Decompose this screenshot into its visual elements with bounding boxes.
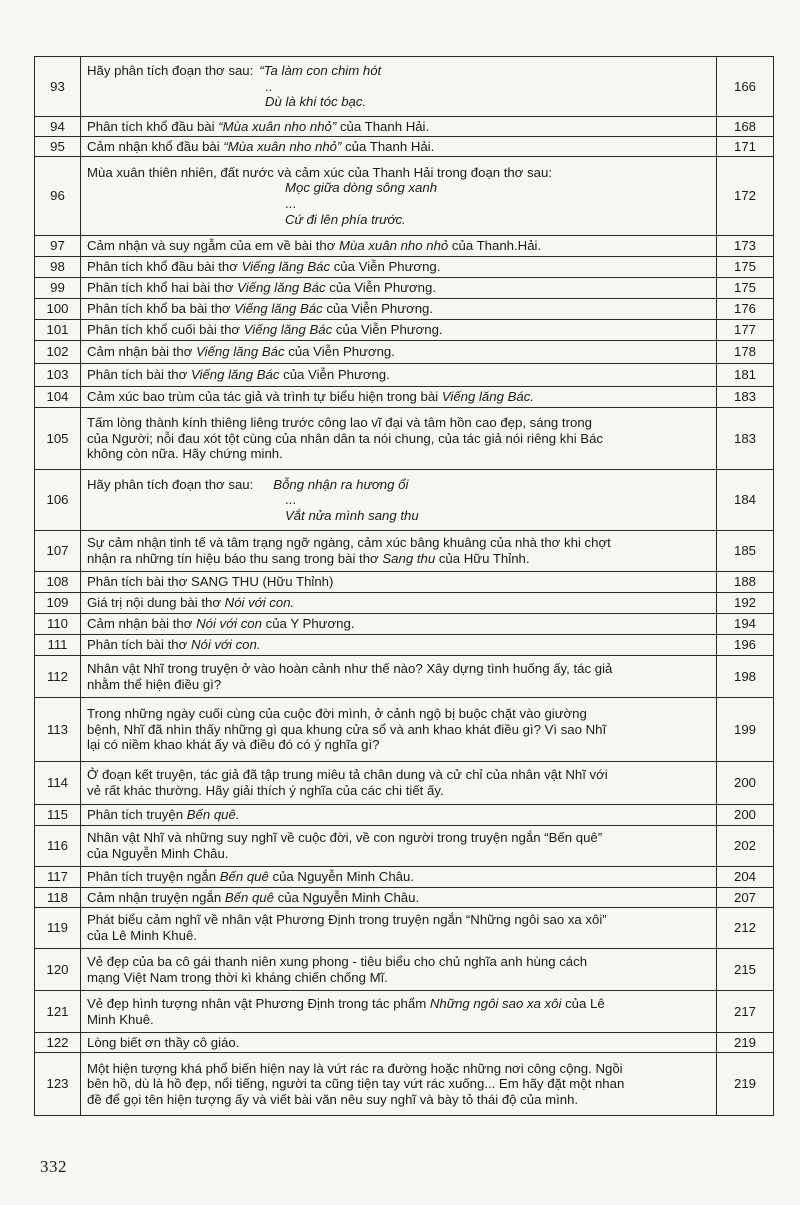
table-row: [35, 656, 774, 698]
table-row: [35, 257, 774, 278]
item-title: Phân tích khổ cuối bài thơ Viếng lăng Bác của Viễn Phương.: [81, 320, 717, 341]
table-row: [35, 572, 774, 593]
item-number: 95: [35, 137, 81, 157]
item-page: 219: [717, 1033, 774, 1053]
item-title: [81, 57, 717, 117]
item-page: 200: [717, 762, 774, 805]
item-number: 119: [35, 908, 81, 949]
item-number: 117: [35, 867, 81, 888]
item-title: Một hiện tượng khá phổ biến hiện nay là vứt rác ra đường hoặc những nơi công cộng. Ngồi bên hồ, dù là hồ đẹp, nổi tiếng, người ta cũng tiện tay vứt rác xuống... Em hãy đặt một nhan đề để gọi tên hiện tượng ấy và viết bài văn nêu suy nghĩ và bày tỏ thái độ của mình.: [81, 1053, 717, 1116]
item-title: Sự cảm nhận tinh tế và tâm trạng ngỡ ngàng, cảm xúc bâng khuâng của nhà thơ khi chợt nhận ra những tín hiệu báo thu sang trong bài thơ Sang thu của Hữu Thỉnh.: [81, 531, 717, 572]
item-number: 94: [35, 117, 81, 137]
item-page: 168: [717, 117, 774, 137]
item-title: Phân tích bài thơ Nói với con.: [81, 635, 717, 656]
item-number: 113: [35, 698, 81, 762]
item-number: 97: [35, 236, 81, 257]
item-number: 122: [35, 1033, 81, 1053]
table-row: [35, 762, 774, 805]
item-page: 175: [717, 257, 774, 278]
item-title: Cảm nhận bài thơ Nói với con của Y Phương.: [81, 614, 717, 635]
item-page: 183: [717, 387, 774, 408]
item-page: 184: [717, 470, 774, 531]
item-title: Ở đoạn kết truyện, tác giả đã tập trung miêu tả chân dung và cử chỉ của nhân vật Nhĩ với vẻ rất khác thường. Hãy giải thích ý nghĩa của các chi tiết ấy.: [81, 762, 717, 805]
item-page: 166: [717, 57, 774, 117]
table-row: [35, 991, 774, 1033]
table-row: [35, 470, 774, 531]
table-row: [35, 698, 774, 762]
item-title: Vẻ đẹp của ba cô gái thanh niên xung phong - tiêu biểu cho chủ nghĩa anh hùng cách mạng Việt Nam trong thời kì kháng chiến chống Mĩ.: [81, 949, 717, 991]
item-title: Phân tích bài thơ SANG THU (Hữu Thỉnh): [81, 572, 717, 593]
table-row: [35, 805, 774, 826]
item-number: 110: [35, 614, 81, 635]
verse-line: Dù là khi tóc bạc.: [265, 94, 367, 110]
item-page: 172: [717, 157, 774, 236]
item-number: 106: [35, 470, 81, 531]
item-text: Mùa xuân thiên nhiên, đất nước và cảm xúc của Thanh Hải trong đoạn thơ sau:: [87, 164, 553, 180]
item-title: Cảm xúc bao trùm của tác giả và trình tự biểu hiện trong bài Viếng lăng Bác.: [81, 387, 717, 408]
item-page: 198: [717, 656, 774, 698]
item-page: 192: [717, 593, 774, 614]
item-number: 118: [35, 888, 81, 908]
verse-line: Cứ đi lên phía trước.: [285, 211, 406, 227]
item-title: Trong những ngày cuối cùng của cuộc đời mình, ở cảnh ngộ bị buộc chặt vào giường bệnh, Nhĩ đã nhìn thấy những gì qua khung cửa sổ và anh khao khát điều gì? Vì sao Nhĩ lại có niềm khao khát ấy và điều đó có ý nghĩa gì?: [81, 698, 717, 762]
item-number: 111: [35, 635, 81, 656]
table-of-contents: [34, 56, 774, 1116]
item-page: 188: [717, 572, 774, 593]
verse-line: Mọc giữa dòng sông xanh: [285, 180, 438, 196]
item-title: Phát biểu cảm nghĩ về nhân vật Phương Định trong truyện ngắn “Những ngôi sao xa xôi” của Lê Minh Khuê.: [81, 908, 717, 949]
ellipsis: ..: [265, 78, 273, 94]
item-number: 120: [35, 949, 81, 991]
item-number: 98: [35, 257, 81, 278]
item-title: Phân tích truyện Bến quê.: [81, 805, 717, 826]
table-row: [35, 236, 774, 257]
item-page: 183: [717, 408, 774, 470]
item-number: 105: [35, 408, 81, 470]
item-page: 217: [717, 991, 774, 1033]
table-row: [35, 57, 774, 117]
item-page: 176: [717, 299, 774, 320]
table-row: [35, 137, 774, 157]
item-title: Phân tích bài thơ Viếng lăng Bác của Viễn Phương.: [81, 364, 717, 387]
table-row: [35, 117, 774, 137]
item-number: 104: [35, 387, 81, 408]
item-title: Nhân vật Nhĩ và những suy nghĩ về cuộc đời, về con người trong truyện ngắn “Bến quê” của Nguyễn Minh Châu.: [81, 826, 717, 867]
table-row: [35, 614, 774, 635]
table-row: [35, 949, 774, 991]
item-title: Hãy phân tích đoạn thơ sau: Bỗng nhận ra hương ổi ... Vắt nửa mình sang thu: [81, 470, 717, 531]
item-title: Lòng biết ơn thầy cô giáo.: [81, 1033, 717, 1053]
item-number: 112: [35, 656, 81, 698]
table-row: [35, 826, 774, 867]
item-number: 109: [35, 593, 81, 614]
table-row: [35, 635, 774, 656]
item-title: Giá trị nội dung bài thơ Nói với con.: [81, 593, 717, 614]
item-page: 200: [717, 805, 774, 826]
table-row: [35, 888, 774, 908]
item-title: Cảm nhận và suy ngẫm của em về bài thơ Mùa xuân nho nhỏ của Thanh.Hải.: [81, 236, 717, 257]
item-number: 102: [35, 341, 81, 364]
verse-line: “Ta làm con chim hót: [259, 63, 382, 79]
table-row: [35, 299, 774, 320]
ellipsis: ...: [285, 196, 296, 211]
item-title: Cảm nhận bài thơ Viếng lăng Bác của Viễn Phương.: [81, 341, 717, 364]
item-page: 185: [717, 531, 774, 572]
table-row: [35, 1033, 774, 1053]
item-page: 202: [717, 826, 774, 867]
table-row: [35, 867, 774, 888]
item-title: [81, 157, 717, 236]
item-title: Cảm nhận khổ đầu bài “Mùa xuân nho nhỏ” của Thanh Hải.: [81, 137, 717, 157]
item-number: 115: [35, 805, 81, 826]
item-title: Tấm lòng thành kính thiêng liêng trước công lao vĩ đại và tâm hồn cao đẹp, sáng trong của Người; nỗi đau xót tột cùng của nhân dân ta nói chung, của tác giả nói riêng khi Bác không còn nữa. Hãy chứng minh.: [81, 408, 717, 470]
item-number: 116: [35, 826, 81, 867]
item-page: 207: [717, 888, 774, 908]
table-row: [35, 341, 774, 364]
item-page: 181: [717, 364, 774, 387]
item-page: 196: [717, 635, 774, 656]
item-page: 177: [717, 320, 774, 341]
item-page: 204: [717, 867, 774, 888]
item-number: 93: [35, 57, 81, 117]
item-number: 99: [35, 278, 81, 299]
item-number: 100: [35, 299, 81, 320]
item-number: 103: [35, 364, 81, 387]
item-number: 114: [35, 762, 81, 805]
table-row: [35, 157, 774, 236]
table-row: [35, 364, 774, 387]
item-title: Cảm nhận truyện ngắn Bến quê của Nguyễn Minh Châu.: [81, 888, 717, 908]
page-number: 332: [40, 1157, 67, 1176]
table-row: [35, 278, 774, 299]
item-title: Phân tích khổ hai bài thơ Viếng lăng Bác của Viễn Phương.: [81, 278, 717, 299]
item-title: Vẻ đẹp hình tượng nhân vật Phương Định trong tác phẩm Những ngôi sao xa xôi của Lê Minh Khuê.: [81, 991, 717, 1033]
item-page: 219: [717, 1053, 774, 1116]
item-page: 212: [717, 908, 774, 949]
item-text: Hãy phân tích đoạn thơ sau:: [87, 63, 254, 79]
table-row: [35, 387, 774, 408]
table-row: [35, 320, 774, 341]
table-row: [35, 1053, 774, 1116]
item-title: Phân tích truyện ngắn Bến quê của Nguyễn Minh Châu.: [81, 867, 717, 888]
item-number: 121: [35, 991, 81, 1033]
item-number: 101: [35, 320, 81, 341]
item-page: 194: [717, 614, 774, 635]
item-title: Phân tích khổ đầu bài “Mùa xuân nho nhỏ” của Thanh Hải.: [81, 117, 717, 137]
item-page: 215: [717, 949, 774, 991]
item-number: 96: [35, 157, 81, 236]
item-page: 173: [717, 236, 774, 257]
item-number: 108: [35, 572, 81, 593]
item-title: Phân tích khổ ba bài thơ Viếng lăng Bác của Viễn Phương.: [81, 299, 717, 320]
item-title: Nhân vật Nhĩ trong truyện ở vào hoàn cảnh như thế nào? Xây dựng tình huống ấy, tác giả nhằm thể hiện điều gì?: [81, 656, 717, 698]
table-row: [35, 531, 774, 572]
item-page: 199: [717, 698, 774, 762]
item-number: 123: [35, 1053, 81, 1116]
table-row: [35, 408, 774, 470]
item-page: 171: [717, 137, 774, 157]
item-number: 107: [35, 531, 81, 572]
item-title: Phân tích khổ đầu bài thơ Viếng lăng Bác của Viễn Phương.: [81, 257, 717, 278]
table-row: [35, 908, 774, 949]
table-row: [35, 593, 774, 614]
item-page: 175: [717, 278, 774, 299]
item-page: 178: [717, 341, 774, 364]
